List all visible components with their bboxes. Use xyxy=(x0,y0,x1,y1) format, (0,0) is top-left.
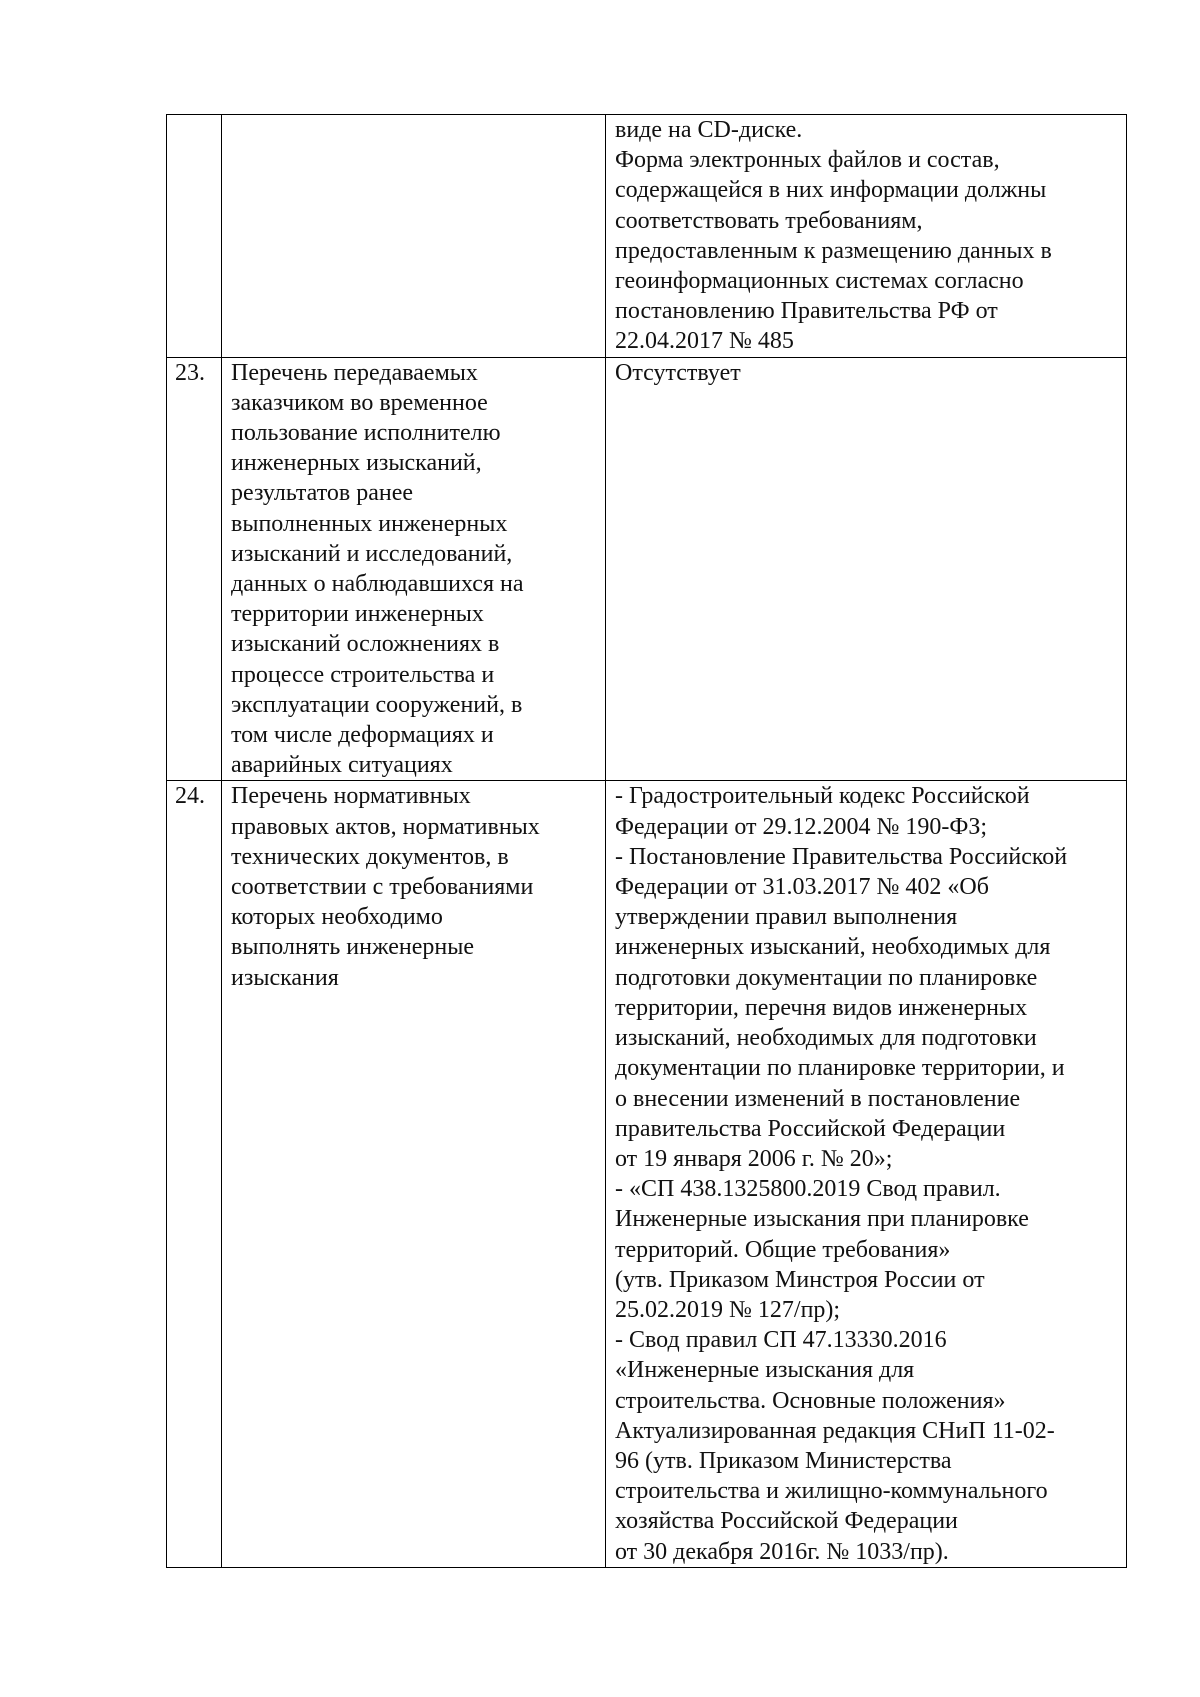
parameter-text-line: данных о наблюдавшихся на xyxy=(231,571,524,598)
parameter-cell xyxy=(222,115,606,358)
parameter-text-line: Перечень передаваемых xyxy=(231,359,478,386)
value-text-line: 22.04.2017 № 485 xyxy=(615,328,794,355)
requirements-table-body xyxy=(167,115,1127,1568)
requirements-table xyxy=(166,114,1127,1568)
parameter-text-line: заказчиком во временное xyxy=(231,389,488,416)
parameter-text-line: инженерных изысканий, xyxy=(231,450,482,477)
parameter-text-line: правовых актов, нормативных xyxy=(231,813,540,840)
parameter-text-line: процессе строительства и xyxy=(231,661,495,688)
parameter-text-line: выполненных инженерных xyxy=(231,510,508,537)
table-row xyxy=(167,357,1127,781)
parameter-text-line: пользование исполнителю xyxy=(231,420,501,447)
parameter-text-line: соответствии с требованиями xyxy=(231,874,534,901)
parameter-text-line: технических документов, в xyxy=(231,843,509,870)
value-text-line: территории, перечня видов инженерных xyxy=(615,994,1028,1021)
value-text-line: геоинформационных системах согласно xyxy=(615,268,1024,295)
value-text-line: 25.02.2019 № 127/пр); xyxy=(615,1296,841,1323)
parameter-cell xyxy=(222,781,606,1567)
value-text-line: хозяйства Российской Федерации xyxy=(615,1508,958,1535)
table-row xyxy=(167,115,1127,358)
value-text-line: правительства Российской Федерации xyxy=(615,1115,1006,1142)
parameter-text-line: изыскания xyxy=(231,964,339,991)
value-text-line: от 19 января 2006 г. № 20»; xyxy=(615,1145,893,1172)
parameter-text-line: изысканий и исследований, xyxy=(231,540,513,567)
value-cell xyxy=(606,357,1127,781)
parameter-text-line: выполнять инженерные xyxy=(231,934,474,961)
value-text-line: Федерации от 29.12.2004 № 190-ФЗ; xyxy=(615,813,988,840)
value-text-line: строительства и жилищно-коммунального xyxy=(615,1478,1048,1505)
row-number: 24. xyxy=(175,783,205,810)
value-text-line: - Постановление Правительства Российской xyxy=(615,843,1068,870)
value-text-line: - Градостроительный кодекс Российской xyxy=(615,783,1030,810)
value-text-line: территорий. Общие требования» xyxy=(615,1236,951,1263)
value-text-line: Актуализированная редакция СНиП 11-02- xyxy=(615,1417,1055,1444)
value-text-line: изысканий, необходимых для подготовки xyxy=(615,1025,1037,1052)
value-text-line: утверждении правил выполнения xyxy=(615,904,958,931)
row-number: 23. xyxy=(175,359,205,386)
value-text-line: от 30 декабря 2016г. № 1033/пр). xyxy=(615,1538,949,1565)
value-text-line: 96 (утв. Приказом Министерства xyxy=(615,1447,952,1474)
row-number-cell xyxy=(167,781,222,1567)
value-text-line: содержащейся в них информации должны xyxy=(615,177,1047,204)
row-number-cell xyxy=(167,115,222,358)
value-text-line: соответствовать требованиям, xyxy=(615,207,923,234)
value-text-line: подготовки документации по планировке xyxy=(615,964,1038,991)
parameter-text-line: аварийных ситуациях xyxy=(231,752,453,779)
parameter-text-line: том числе деформациях и xyxy=(231,722,494,749)
value-text-line: - «СП 438.1325800.2019 Свод правил. xyxy=(615,1176,1001,1203)
value-text-line: - Свод правил СП 47.13330.2016 xyxy=(615,1327,947,1354)
parameter-text-line: результатов ранее xyxy=(231,480,413,507)
value-cell xyxy=(606,115,1127,358)
parameter-text-line: Перечень нормативных xyxy=(231,783,471,810)
value-text-line: инженерных изысканий, необходимых для xyxy=(615,934,1051,961)
parameter-cell xyxy=(222,357,606,781)
parameter-text-line: территории инженерных xyxy=(231,601,484,628)
parameter-text-line: изысканий осложнениях в xyxy=(231,631,500,658)
value-text-line: Федерации от 31.03.2017 № 402 «Об xyxy=(615,874,989,901)
value-text-line: (утв. Приказом Минстроя России от xyxy=(615,1266,985,1293)
value-text-line: строительства. Основные положения» xyxy=(615,1387,1006,1414)
row-number-cell xyxy=(167,357,222,781)
value-cell xyxy=(606,781,1127,1567)
table-row xyxy=(167,781,1127,1567)
value-text-line: постановлению Правительства РФ от xyxy=(615,298,998,325)
value-text-line: Инженерные изыскания при планировке xyxy=(615,1206,1029,1233)
parameter-text-line: которых необходимо xyxy=(231,904,443,931)
value-text-line: документации по планировке территории, и xyxy=(615,1055,1065,1082)
value-text-line: «Инженерные изыскания для xyxy=(615,1357,915,1384)
value-text-line: о внесении изменений в постановление xyxy=(615,1085,1021,1112)
value-text-line: виде на CD-диске. xyxy=(615,117,803,143)
value-text-line: предоставленным к размещению данных в xyxy=(615,237,1052,264)
value-text-line: Отсутствует xyxy=(615,359,741,386)
parameter-text-line: эксплуатации сооружений, в xyxy=(231,691,523,718)
value-text-line: Форма электронных файлов и состав, xyxy=(615,147,1000,174)
